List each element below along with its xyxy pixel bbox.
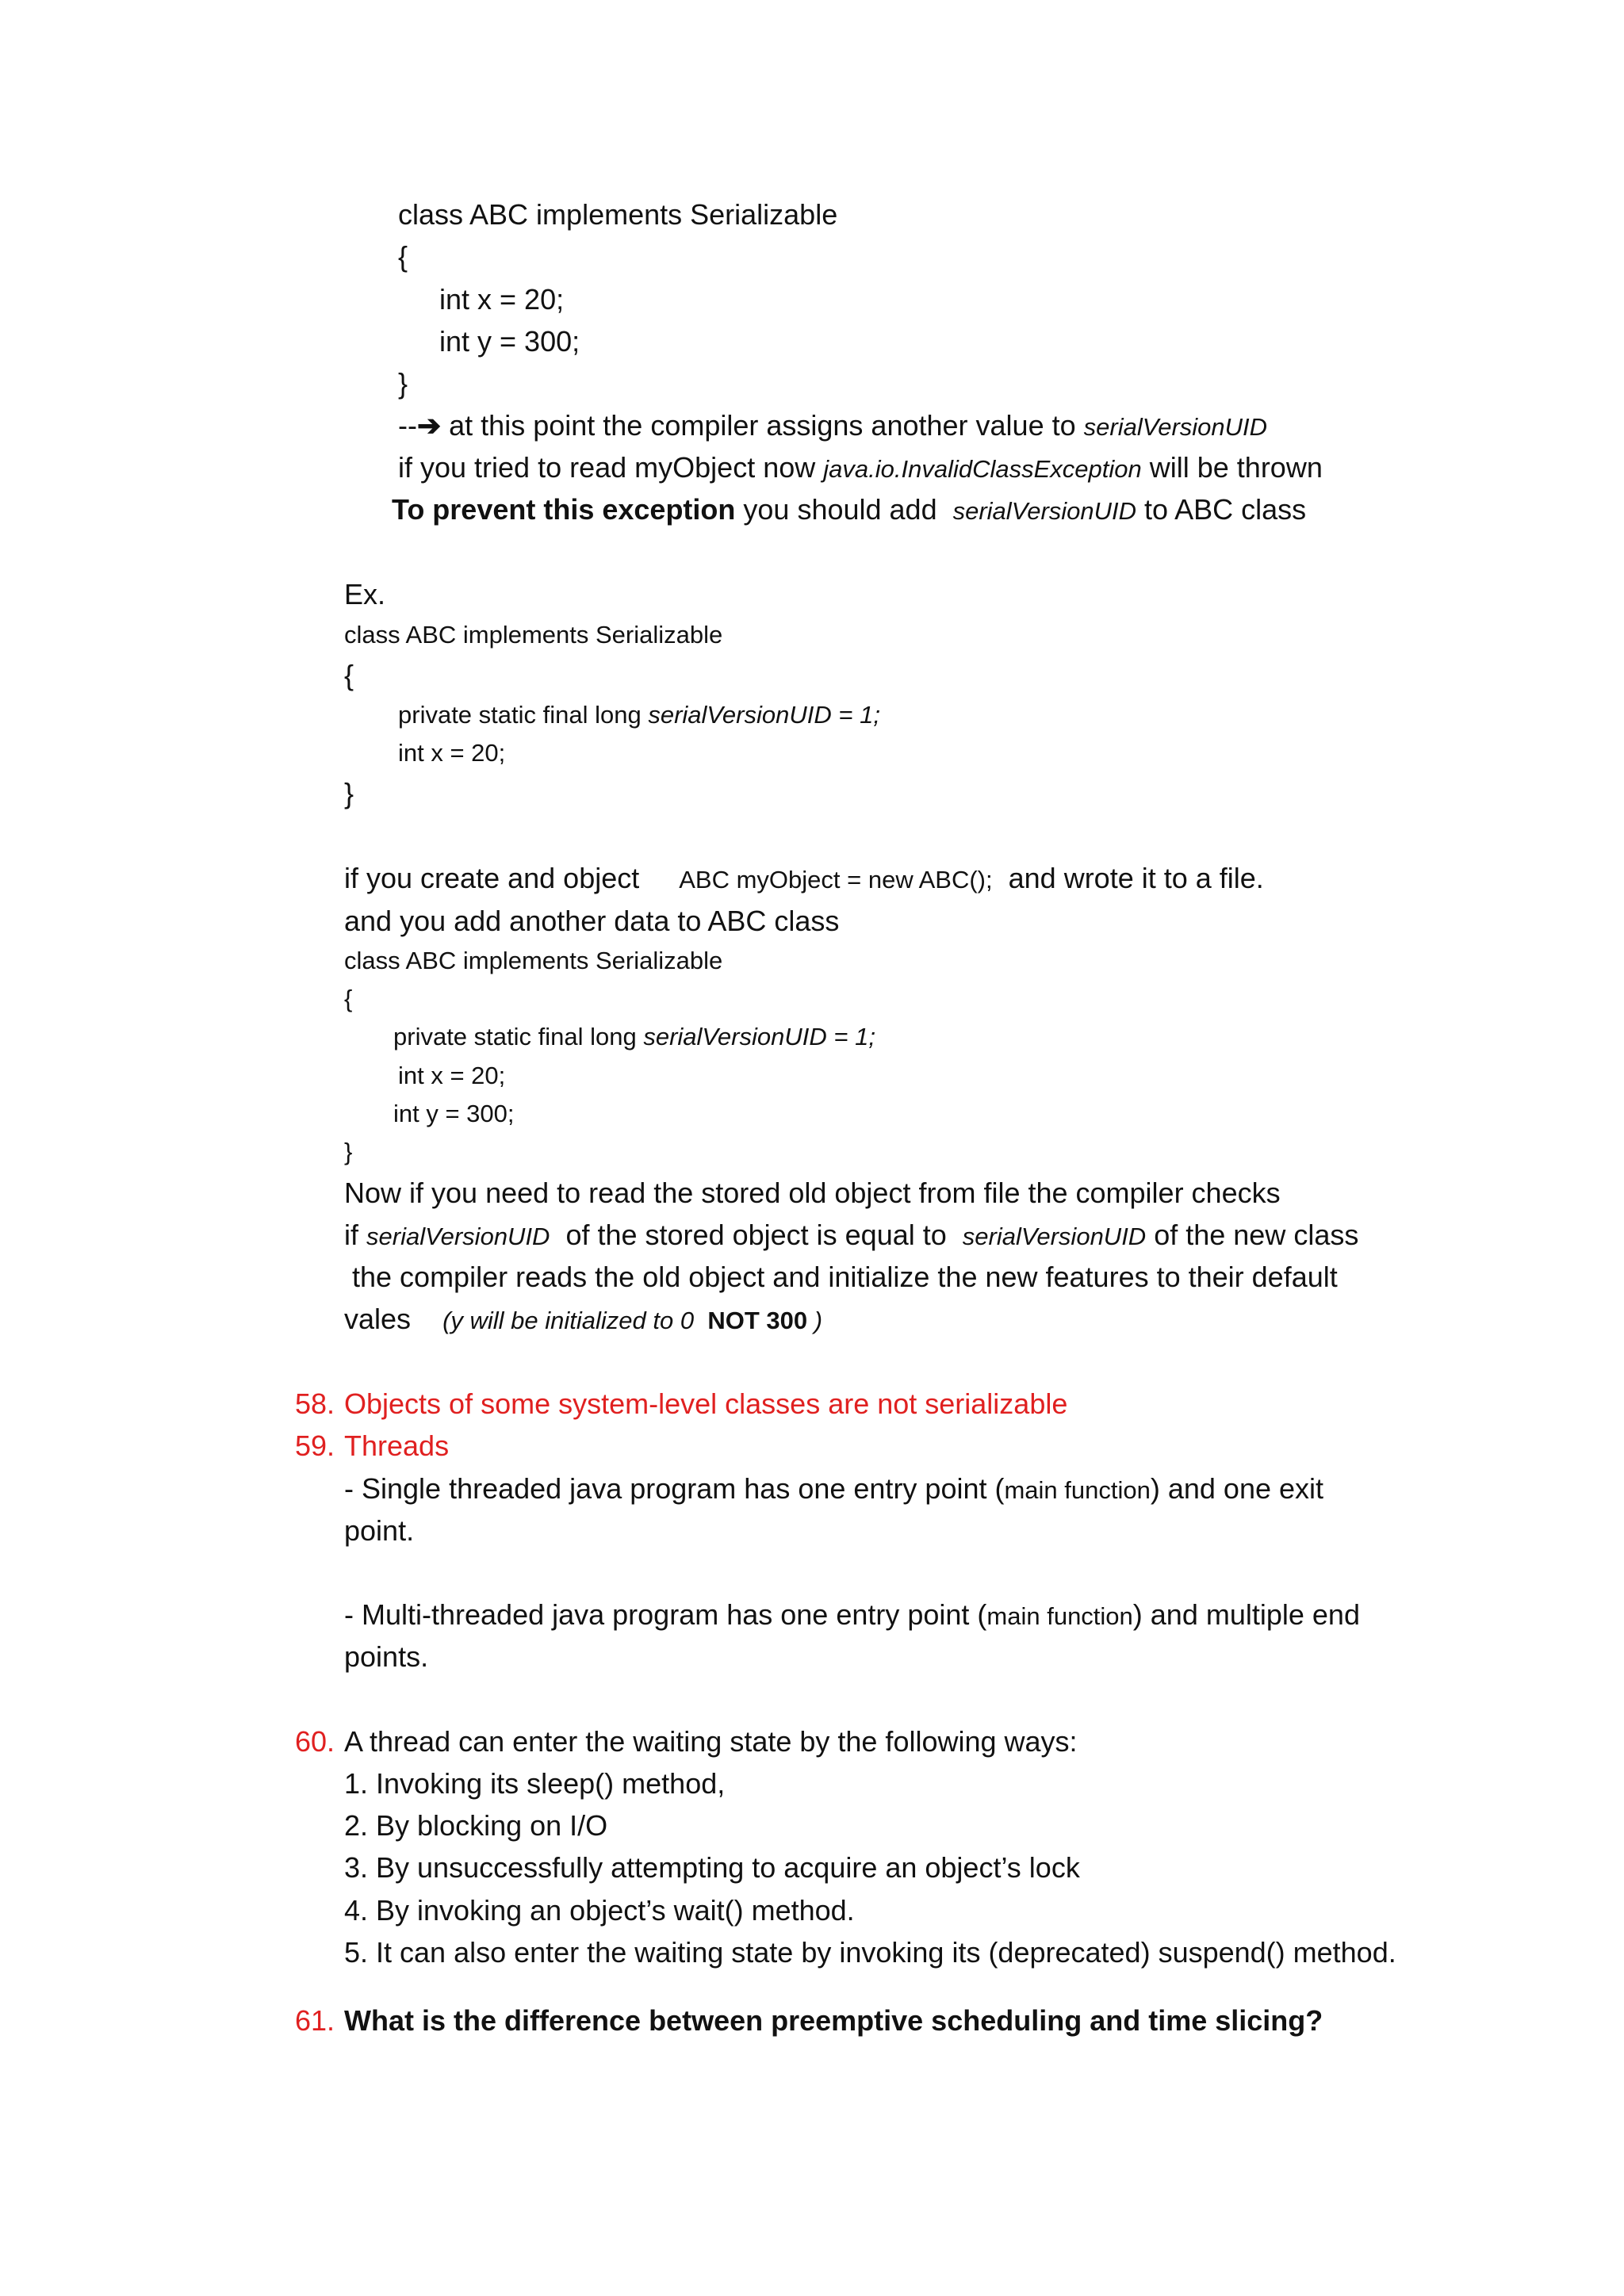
text-line: - Single threaded java program has one entry point (main function) and one exit — [344, 1472, 1324, 1505]
text-line: vales (y will be initialized to 0 NOT 300 ) — [344, 1303, 823, 1335]
text-line: the compiler reads the old object and initialize the new features to their default — [344, 1261, 1338, 1293]
text-line: 2. By blocking on I/O — [344, 1809, 608, 1842]
text-line: --➔ at this point the compiler assigns another value to serialVersionUID — [398, 409, 1268, 442]
text-line: To prevent this exception you should add serialVersionUID to ABC class — [392, 493, 1307, 526]
code-line: int x = 20; — [439, 283, 565, 316]
text-line: Now if you need to read the stored old object from file the compiler checks — [344, 1177, 1281, 1209]
arrow-icon: ➔ — [416, 409, 442, 442]
text-line: Ex. — [344, 578, 386, 610]
text-line: and you add another data to ABC class — [344, 905, 840, 937]
list-item-58: 58. Objects of some system-level classes are not serializable — [295, 1387, 1068, 1420]
code-line: { — [344, 985, 353, 1012]
list-item-60: 60. A thread can enter the waiting state by the following ways: — [295, 1725, 1078, 1758]
code-line: { — [398, 240, 408, 273]
list-item-61: 61. What is the difference between preemptive scheduling and time slicing? — [295, 2004, 1323, 2037]
code-line: } — [344, 1138, 353, 1165]
code-line: private static final long serialVersionUID = 1; — [398, 701, 880, 729]
code-line: class ABC implements Serializable — [344, 947, 723, 974]
text-line: points. — [344, 1640, 429, 1673]
text-line: 3. By unsuccessfully attempting to acquire an object’s lock — [344, 1851, 1080, 1884]
text-line: if serialVersionUID of the stored object is equal to serialVersionUID of the new class — [344, 1219, 1359, 1251]
code-line: } — [398, 367, 408, 400]
text-line: - Multi-threaded java program has one entry point (main function) and multiple end — [344, 1598, 1360, 1631]
code-line: int y = 300; — [393, 1100, 515, 1127]
code-line: int x = 20; — [398, 1062, 506, 1089]
text-line: point. — [344, 1514, 415, 1547]
text-line: if you tried to read myObject now java.io.InvalidClassException will be thrown — [398, 451, 1323, 484]
code-line: { — [344, 659, 354, 691]
text-line: 4. By invoking an object’s wait() method. — [344, 1894, 855, 1927]
text-line: 5. It can also enter the waiting state by invoking its (deprecated) suspend() method. — [344, 1936, 1396, 1969]
code-line: int x = 20; — [398, 739, 506, 767]
list-item-59: 59. Threads — [295, 1429, 450, 1462]
code-line: int y = 300; — [439, 325, 580, 358]
text-line: if you create and object ABC myObject = new ABC(); and wrote it to a file. — [344, 862, 1264, 894]
text-line: 1. Invoking its sleep() method, — [344, 1767, 726, 1800]
code-line: class ABC implements Serializable — [344, 621, 723, 649]
code-line: } — [344, 777, 354, 809]
code-line: private static final long serialVersionUID = 1; — [393, 1023, 875, 1050]
code-line: class ABC implements Serializable — [398, 198, 838, 231]
